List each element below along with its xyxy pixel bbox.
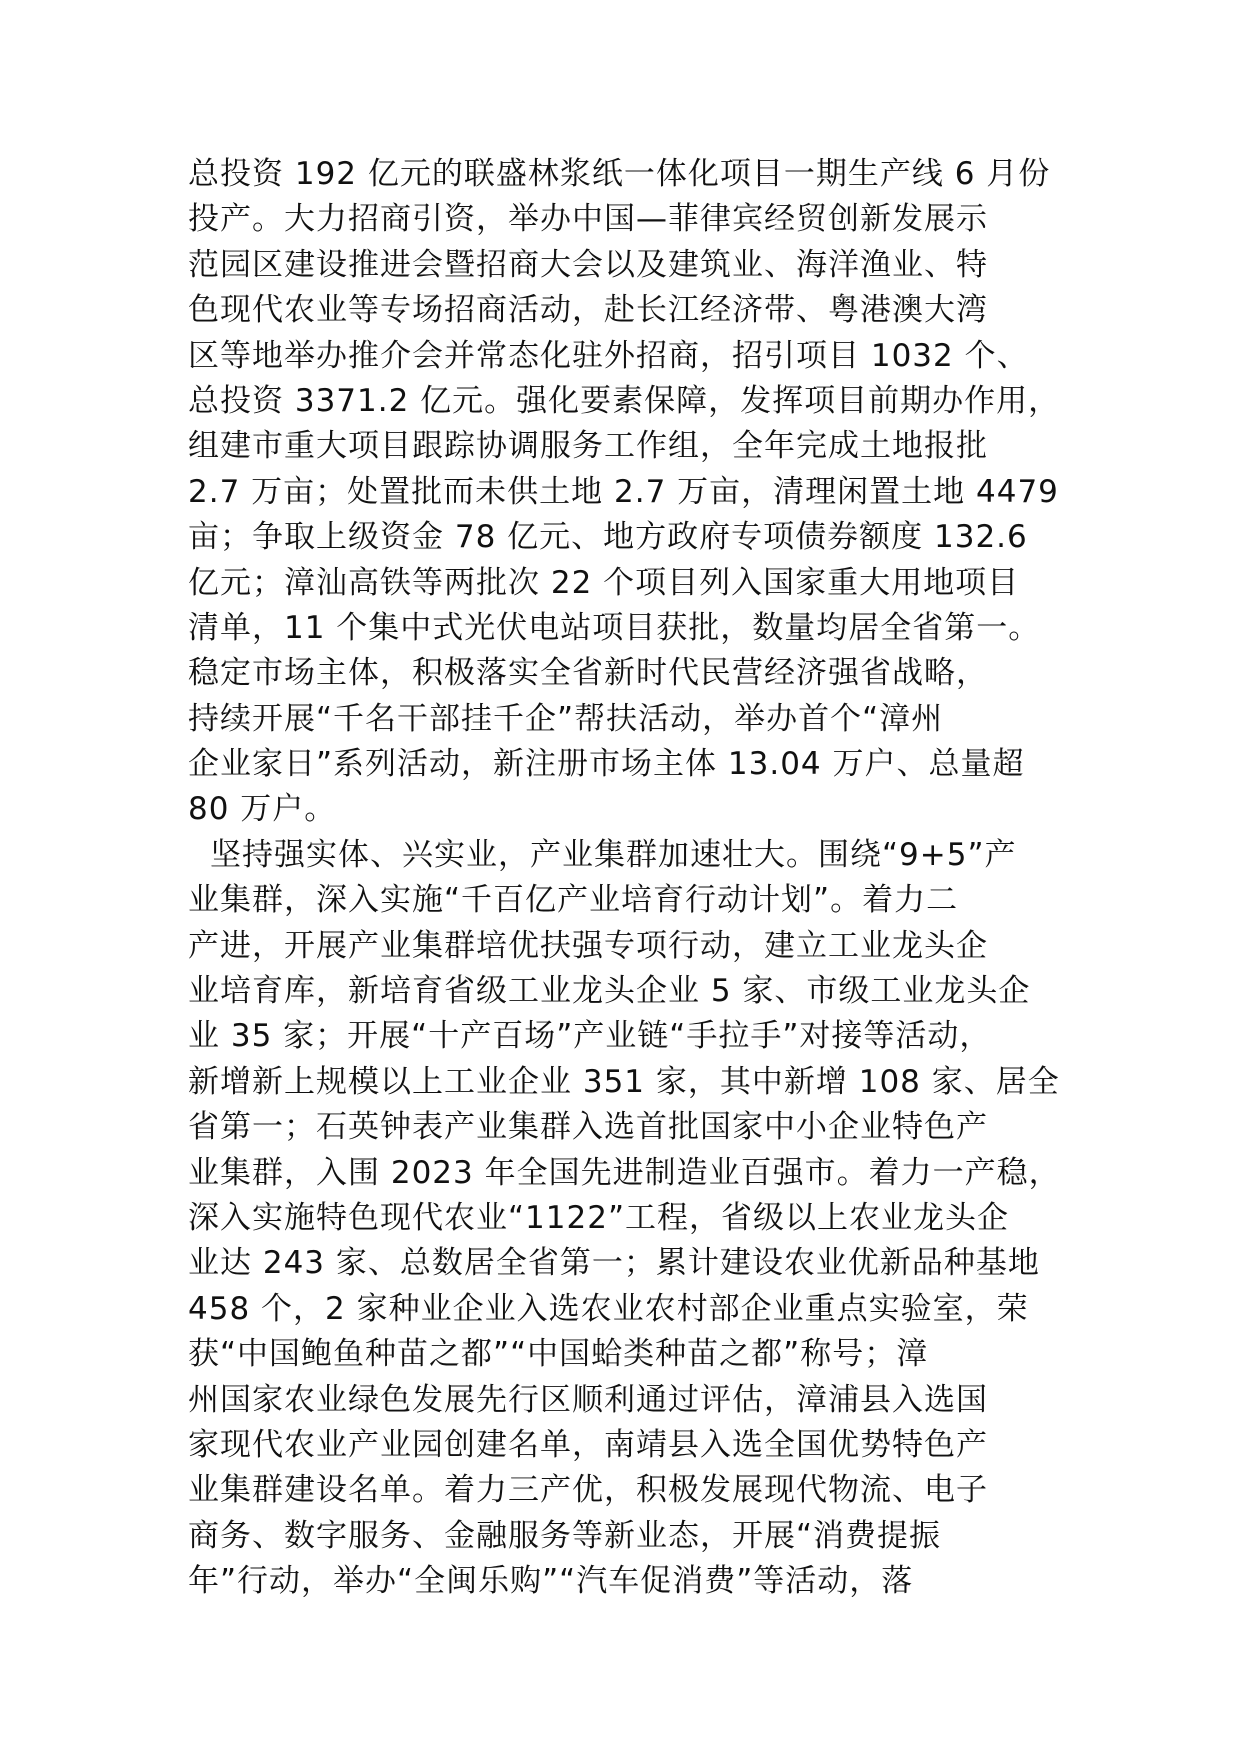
text-line: 深入实施特色现代农业“1122”工程，省级以上农业龙头企: [188, 1199, 1010, 1236]
text-line: 80 万户。: [188, 791, 337, 828]
text-line: 获“中国鲍鱼种苗之都”“中国蛤类种苗之都”称号；漳: [188, 1336, 929, 1373]
text-line: 企业家日”系列活动，新注册市场主体 13.04 万户、总量超: [188, 746, 1025, 783]
text-line: 业集群建设名单。着力三产优，积极发展现代物流、电子: [188, 1472, 988, 1509]
text-line: 区等地举办推介会并常态化驻外招商，招引项目 1032 个、: [188, 337, 1029, 374]
text-line: 亩；争取上级资金 78 亿元、地方政府专项债券额度 132.6: [188, 519, 1028, 556]
text-line: 清单，11 个集中式光伏电站项目获批，数量均居全省第一。: [188, 609, 1041, 646]
text-line: 范园区建设推进会暨招商大会以及建筑业、海洋渔业、特: [188, 246, 988, 283]
text-line: 业集群，深入实施“千百亿产业培育行动计划”。着力二: [188, 882, 959, 919]
text-line: 稳定市场主体，积极落实全省新时代民营经济强省战略，: [188, 655, 988, 692]
text-line: 业培育库，新培育省级工业龙头企业 5 家、市级工业龙头企: [188, 973, 1031, 1010]
paragraph-start-line: 坚持强实体、兴实业，产业集群加速壮大。围绕“9+5”产: [210, 836, 1017, 873]
text-line: 州国家农业绿色发展先行区顺利通过评估，漳浦县入选国: [188, 1381, 988, 1418]
text-line: 年”行动，举办“全闽乐购”“汽车促消费”等活动，落: [188, 1563, 914, 1600]
text-line: 家现代农业产业园创建名单，南靖县入选全国优势特色产: [188, 1426, 988, 1463]
text-line: 业 35 家；开展“十产百场”产业链“手拉手”对接等活动，: [188, 1018, 992, 1055]
text-line: 色现代农业等专场招商活动，赴长江经济带、粤港澳大湾: [188, 292, 988, 329]
text-line: 组建市重大项目跟踪协调服务工作组，全年完成土地报批: [188, 428, 988, 465]
text-line: 商务、数字服务、金融服务等新业态，开展“消费提振: [188, 1517, 942, 1554]
text-line: 业集群，入围 2023 年全国先进制造业百强市。着力一产稳，: [188, 1154, 1061, 1191]
text-line: 产进，开展产业集群培优扶强专项行动，建立工业龙头企: [188, 927, 988, 964]
text-line: 业达 243 家、总数居全省第一；累计建设农业优新品种基地: [188, 1245, 1040, 1282]
text-line: 2.7 万亩；处置批而未供土地 2.7 万亩，清理闲置土地 4479: [188, 473, 1059, 510]
text-line: 省第一；石英钟表产业集群入选首批国家中小企业特色产: [188, 1109, 988, 1146]
body-text: [188, 152, 1088, 1605]
text-line: 总投资 192 亿元的联盛林浆纸一体化项目一期生产线 6 月份: [188, 156, 1051, 192]
text-line: 持续开展“千名干部挂千企”帮扶活动，举办首个“漳州: [188, 700, 944, 737]
text-line: 458 个，2 家种业企业入选农业农村部企业重点实验室，荣: [188, 1290, 1029, 1327]
text-line: 总投资 3371.2 亿元。强化要素保障，发挥项目前期办作用，: [188, 382, 1061, 419]
text-line: 亿元；漳汕高铁等两批次 22 个项目列入国家重大用地项目: [188, 564, 1020, 601]
text-line: 投产。大力招商引资，举办中国—菲律宾经贸创新发展示: [188, 201, 988, 238]
text-line: 新增新上规模以上工业企业 351 家，其中新增 108 家、居全: [188, 1063, 1060, 1100]
